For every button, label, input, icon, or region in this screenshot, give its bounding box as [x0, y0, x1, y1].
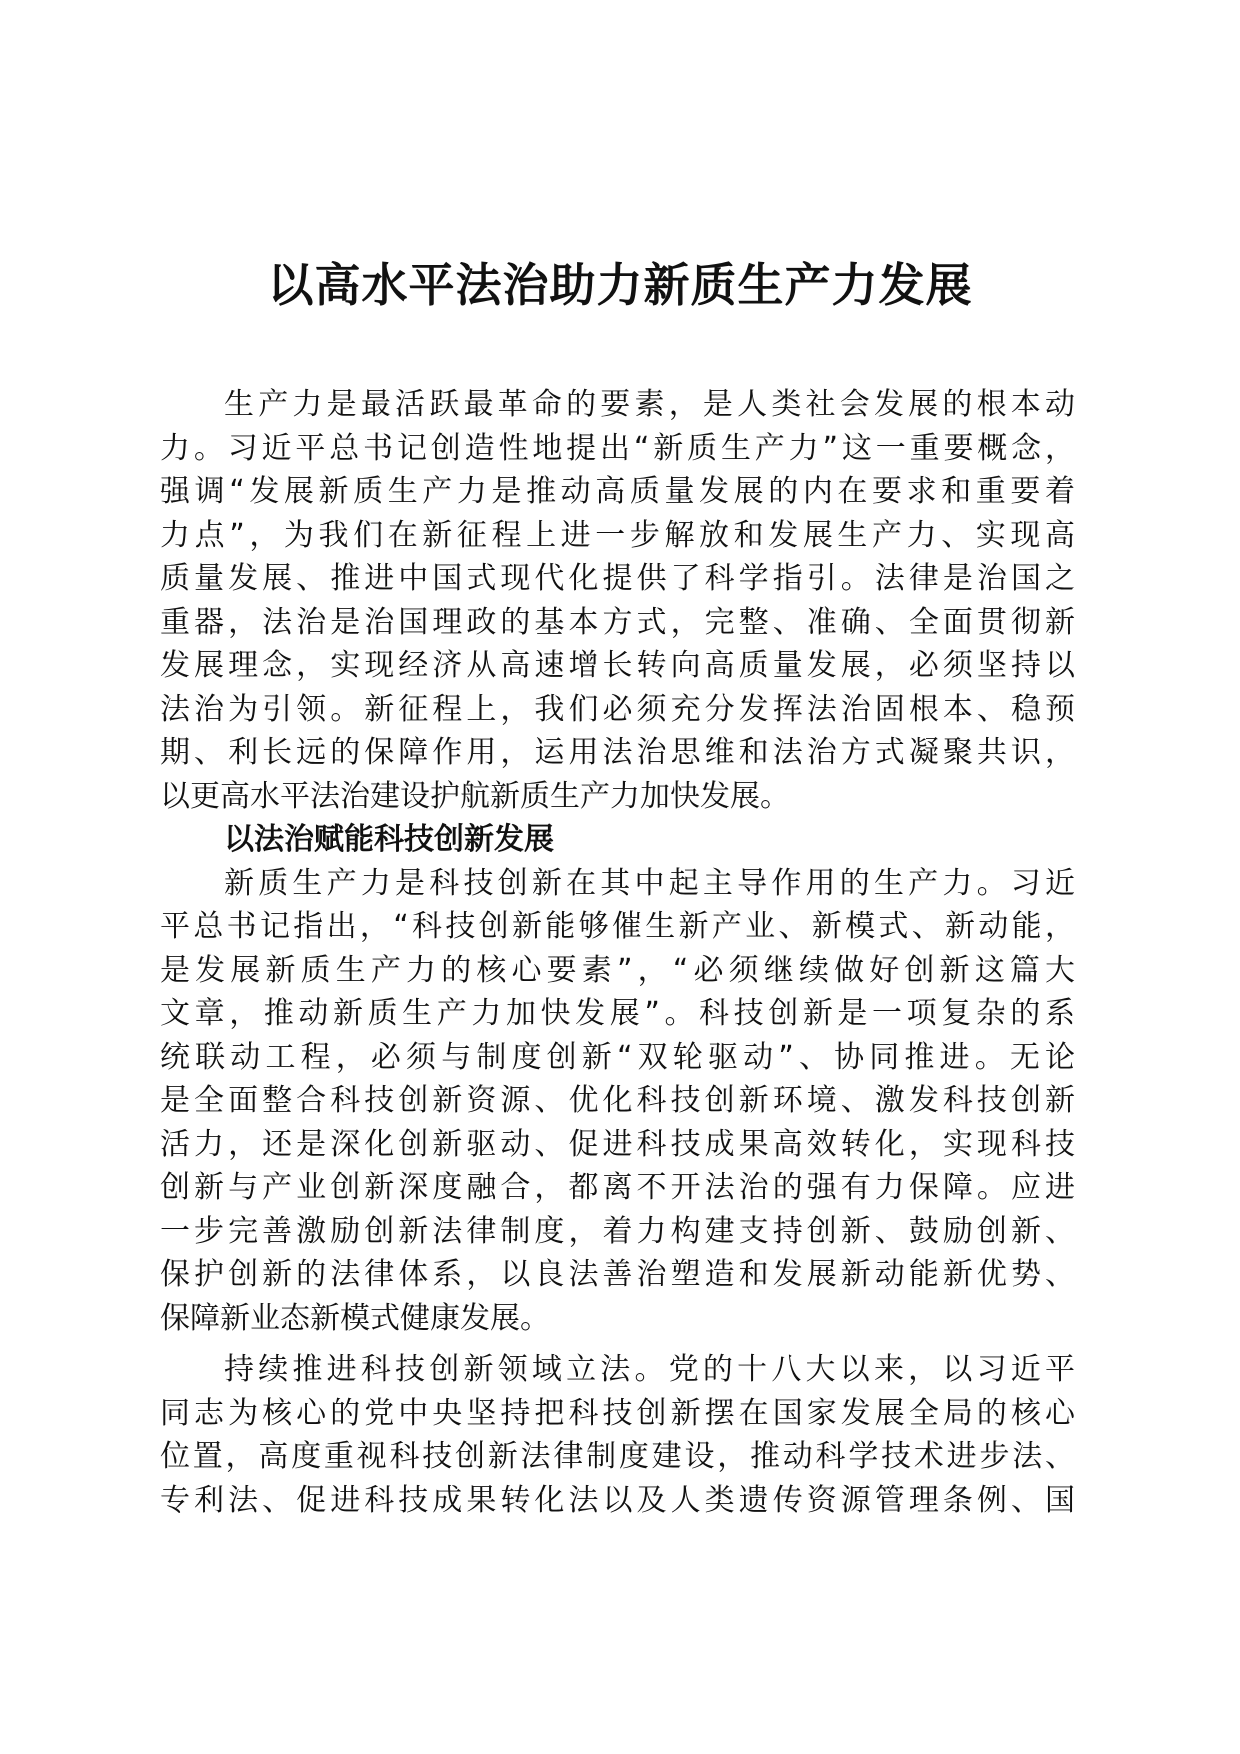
paragraph-1-line: 发展理念，实现经济从高速增长转向高质量发展，必须坚持以: [160, 648, 1075, 683]
paragraph-1-line: 质量发展、推进中国式现代化提供了科学指引。法律是治国之: [160, 561, 1075, 596]
paragraph-2-line: 平总书记指出，“科技创新能够催生新产业、新模式、新动能，: [160, 909, 1075, 944]
paragraph-2-line: 保护创新的法律体系，以良法善治塑造和发展新动能新优势、: [160, 1257, 1075, 1292]
paragraph-2-line: 新质生产力是科技创新在其中起主导作用的生产力。习近: [224, 865, 1075, 901]
section-heading: 以法治赋能科技创新发展: [224, 822, 554, 857]
paragraph-1-line: 法治为引领。新征程上，我们必须充分发挥法治固根本、稳预: [160, 691, 1075, 727]
paragraph-2-line: 统联动工程，必须与制度创新“双轮驱动”、协同推进。无论: [160, 1039, 1075, 1075]
paragraph-1-line: 力。习近平总书记创造性地提出“新质生产力”这一重要概念，: [160, 430, 1075, 466]
document-title: 以高水平法治助力新质生产力发展: [267, 258, 973, 312]
paragraph-gap: [160, 1340, 1075, 1348]
paragraph-3-line: 位置，高度重视科技创新法律制度建设，推动科学技术进步法、: [160, 1439, 1075, 1474]
paragraph-2-line: 保障新业态新模式健康发展。: [160, 1300, 550, 1336]
paragraph-1-line: 重器，法治是治国理政的基本方式，完整、准确、全面贯彻新: [160, 604, 1075, 640]
document-body: [160, 383, 1075, 1522]
paragraph-2-line: 是全面整合科技创新资源、优化科技创新环境、激发科技创新: [160, 1083, 1075, 1118]
paragraph-2-line: 是发展新质生产力的核心要素”，“必须继续做好创新这篇大: [160, 952, 1075, 988]
paragraph-1-line: 生产力是最活跃最革命的要素，是人类社会发展的根本动: [224, 387, 1075, 422]
paragraph-1-line: 力点”，为我们在新征程上进一步解放和发展生产力、实现高: [160, 517, 1075, 553]
paragraph-2-line: 创新与产业创新深度融合，都离不开法治的强有力保障。应进: [160, 1170, 1075, 1205]
paragraph-2-line: 文章，推动新质生产力加快发展”。科技创新是一项复杂的系: [160, 996, 1075, 1031]
paragraph-3-line: 持续推进科技创新领域立法。党的十八大以来，以习近平: [224, 1352, 1075, 1387]
paragraph-1-line: 以更高水平法治建设护航新质生产力加快发展。: [160, 778, 790, 814]
paragraph-1-line: 期、利长远的保障作用，运用法治思维和法治方式凝聚共识，: [160, 735, 1075, 770]
paragraph-2-line: 活力，还是深化创新驱动、促进科技成果高效转化，实现科技: [160, 1126, 1075, 1162]
paragraph-1-line: 强调“发展新质生产力是推动高质量发展的内在要求和重要着: [160, 474, 1075, 509]
paragraph-3-line: 同志为核心的党中央坚持把科技创新摆在国家发展全局的核心: [160, 1395, 1075, 1431]
paragraph-2-line: 一步完善激励创新法律制度，着力构建支持创新、鼓励创新、: [160, 1213, 1075, 1249]
paragraph-3-line: 专利法、促进科技成果转化法以及人类遗传资源管理条例、国: [160, 1482, 1075, 1518]
